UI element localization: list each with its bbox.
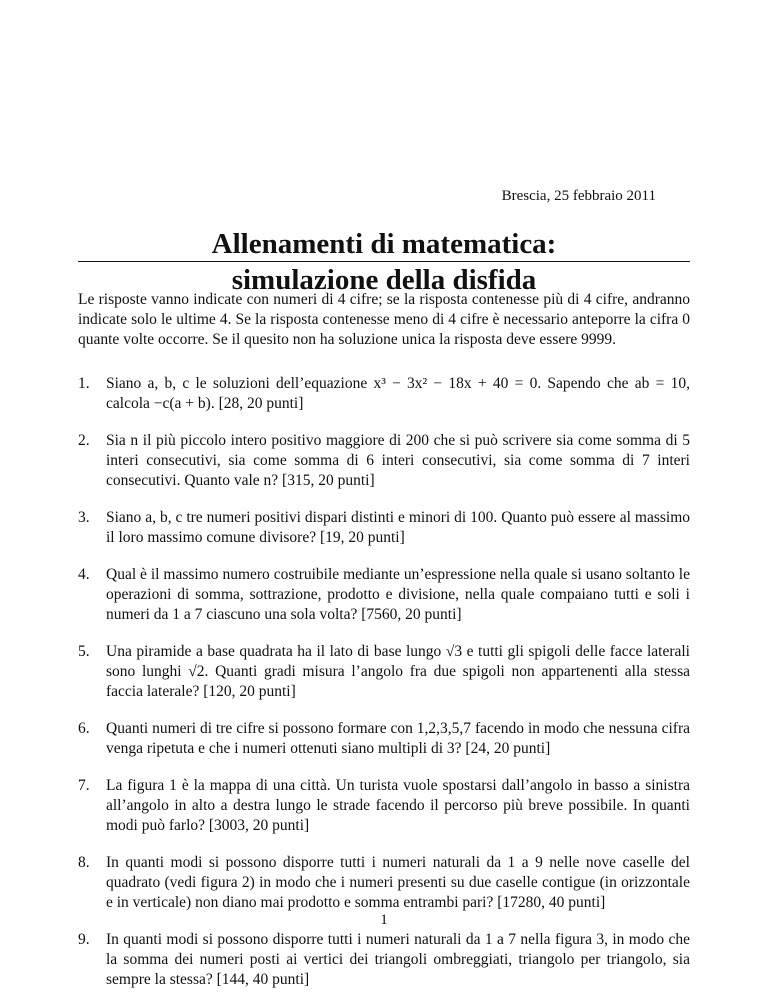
problem-number: 3.	[78, 509, 90, 526]
problem-number: 4.	[78, 566, 90, 583]
document-title	[78, 228, 690, 296]
title-line-1: Allenamenti di matematica:	[211, 228, 557, 260]
title-line-2: simulazione della disfida	[231, 264, 537, 296]
intro-paragraph: Le risposte vanno indicate con numeri di 4 cifre; se la risposta contenesse più di 4 cifre, andranno indicate solo le ultime 4. Se la risposta contenesse meno di 4 cifre è necessario anteporre la cifra 0 quante volte occorre. Se il quesito non ha soluzione unica la risposta deve essere 9999.	[78, 291, 690, 348]
problem-number: 6.	[78, 720, 90, 737]
problem-number: 5.	[78, 643, 90, 660]
problem-item	[78, 431, 690, 491]
problem-number: 9.	[78, 931, 90, 948]
problem-text: Siano a, b, c tre numeri positivi dispari distinti e minori di 100. Quanto può essere al massimo il loro massimo comune divisore? [19, 20 punti]	[106, 509, 690, 546]
problem-item	[78, 565, 690, 625]
problem-item	[78, 719, 690, 759]
problem-text: La figura 1 è la mappa di una città. Un turista vuole spostarsi dall’angolo in basso a sinistra all’angolo in alto a destra lungo le strade facendo il percorso più breve possibile. In quanti modi può farlo? [3003, 20 punti]	[106, 777, 690, 834]
problem-text: Una piramide a base quadrata ha il lato di base lungo √3 e tutti gli spigoli delle facce laterali sono lunghi √2. Quanti gradi misura l’angolo fra due spigoli non appartenenti alla stessa faccia laterale? [120, 20 punti]	[106, 643, 690, 700]
problem-text: Qual è il massimo numero costruibile mediante un’espressione nella quale si usano soltanto le operazioni di somma, sottrazione, prodotto e divisione, nella quale compaiano tutti e soli i numeri da 1 a 7 ciascuno una sola volta? [7560, 20 punti]	[106, 566, 690, 623]
problem-item	[78, 508, 690, 548]
title-rule	[78, 261, 690, 262]
problem-item	[78, 930, 690, 990]
problem-number: 8.	[78, 854, 90, 871]
problem-item	[78, 776, 690, 836]
problem-item	[78, 853, 690, 913]
problem-number: 1.	[78, 375, 90, 392]
problem-text: In quanti modi si possono disporre tutti i numeri naturali da 1 a 7 nella figura 3, in modo che la somma dei numeri posti ai vertici dei triangoli ombreggiati, triangolo per triangolo, sia sempre la stessa? [144, 40 punti]	[106, 931, 690, 988]
page-number: 1	[380, 912, 388, 928]
problem-text: Siano a, b, c le soluzioni dell’equazione x³ − 3x² − 18x + 40 = 0. Sapendo che ab = 10, calcola −c(a + b). [28, 20 punti]	[106, 375, 690, 412]
date-header: Brescia, 25 febbraio 2011	[501, 188, 656, 204]
problem-number: 7.	[78, 777, 90, 794]
problem-item	[78, 374, 690, 414]
problem-number: 2.	[78, 432, 90, 449]
problem-text: Sia n il più piccolo intero positivo maggiore di 200 che si può scrivere sia come somma di 5 interi consecutivi, sia come somma di 6 interi consecutivi, sia come somma di 7 interi consecutivi. Quanto vale n? [315, 20 punti]	[106, 432, 690, 489]
problem-item	[78, 642, 690, 702]
problem-text: In quanti modi si possono disporre tutti i numeri naturali da 1 a 9 nelle nove caselle del quadrato (vedi figura 2) in modo che i numeri presenti su due caselle contigue (in orizzontale e in verticale) non diano mai prodotto e somma entrambi pari? [17280, 40 punti]	[106, 854, 690, 911]
problem-text: Quanti numeri di tre cifre si possono formare con 1,2,3,5,7 facendo in modo che nessuna cifra venga ripetuta e che i numeri ottenuti siano multipli di 3? [24, 20 punti]	[106, 720, 690, 757]
